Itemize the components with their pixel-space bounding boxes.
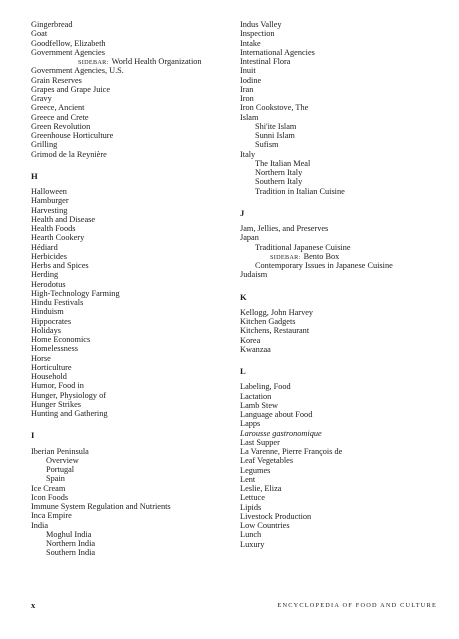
running-title: ENCYCLOPEDIA OF FOOD AND CULTURE — [277, 602, 437, 609]
index-entry: Green Revolution — [31, 121, 91, 131]
index-entry: Lamb Stew — [240, 400, 279, 410]
page-number: x — [31, 600, 36, 610]
index-entry: Gingerbread — [31, 20, 73, 29]
index-entry: Indus Valley — [240, 20, 282, 29]
sub-entry: The Italian Meal — [255, 158, 311, 168]
index-entry: Inca Empire — [31, 511, 72, 521]
index-entry: Herbicides — [31, 251, 67, 261]
section-gap — [31, 159, 221, 172]
index-entry: Luxury — [240, 539, 265, 549]
index-entry: Horse — [31, 353, 51, 363]
index-entry: Lent — [240, 474, 256, 484]
index-entry: Immune System Regulation and Nutrients — [31, 502, 171, 511]
index-entry: Hinduism — [31, 307, 64, 317]
sub-entry: Overview — [46, 455, 79, 465]
section-heading: L — [240, 366, 246, 376]
index-entry: Last Supper — [240, 437, 280, 447]
index-entry: Government Agencies — [31, 47, 105, 57]
index-entry: Inuit — [240, 66, 256, 76]
index-entry: Herbs and Spices — [31, 261, 89, 270]
sub-entry: Tradition in Italian Cuisine — [255, 186, 345, 196]
sidebar-entry — [240, 252, 445, 261]
index-entry: Hédiard — [31, 242, 58, 252]
index-entry: Herding — [31, 270, 59, 280]
index-entry: Hunger, Physiology of — [31, 390, 107, 400]
sub-entry: Contemporary Issues in Japanese Cuisine — [255, 261, 393, 270]
sub-entry: Southern Italy — [255, 177, 303, 187]
index-entry: Grapes and Grape Juice — [31, 84, 111, 94]
sub-entry: Shi'ite Islam — [255, 121, 297, 131]
index-entry: Intestinal Flora — [240, 57, 291, 66]
index-entry: Labeling, Food — [240, 382, 291, 392]
index-entry: Greenhouse Horticulture — [31, 131, 114, 140]
index-entry: Ice Cream — [31, 483, 66, 493]
left-column — [31, 20, 221, 558]
entry-title-italic: Larousse gastronomique — [240, 428, 322, 438]
sidebar-entry — [31, 57, 221, 66]
sidebar-title: World Health Organization — [111, 57, 202, 66]
sub-entry: Southern India — [46, 548, 96, 558]
index-entry: Livestock Production — [240, 511, 312, 521]
index-entry: Iron — [240, 94, 254, 103]
index-entry: Lettuce — [240, 493, 265, 503]
index-entry: Health and Disease — [31, 214, 96, 224]
index-entry: Italy — [240, 149, 256, 159]
index-entry: Legumes — [240, 465, 271, 475]
section-gap — [31, 418, 221, 431]
index-entry: Home Economics — [31, 335, 91, 344]
index-entry: Grimod de la Reynière — [31, 149, 107, 159]
index-entry: Icon Foods — [31, 492, 69, 502]
section-gap — [240, 280, 445, 293]
index-entry: Hunger Strikes — [31, 399, 82, 409]
index-entry: Inspection — [240, 29, 275, 39]
sub-entry: Sunni Islam — [255, 131, 295, 140]
index-entry: Jam, Jellies, and Preserves — [240, 224, 329, 233]
sub-entry: Northern Italy — [255, 168, 303, 177]
section-gap — [240, 354, 445, 367]
index-entry: Lunch — [240, 530, 262, 540]
index-entry: Islam — [240, 112, 259, 122]
index-entry: Horticulture — [31, 362, 72, 372]
index-entry: Gravy — [31, 94, 52, 103]
index-entry: Halloween — [31, 187, 67, 196]
index-entry: Kitchens, Restaurant — [240, 326, 310, 336]
index-entry: Kitchen Gadgets — [240, 317, 296, 326]
index-entry: Kwanzaa — [240, 344, 271, 354]
index-entry: Herodotus — [31, 279, 66, 289]
index-entry: Hunting and Gathering — [31, 409, 108, 418]
index-entry: Goat — [31, 29, 48, 39]
index-entry: Leslie, Eliza — [240, 484, 282, 493]
index-entry: Government Agencies, U.S. — [31, 66, 124, 76]
sub-entry: Sufism — [255, 140, 279, 150]
sub-entry: Portugal — [46, 465, 75, 474]
section-heading: K — [240, 291, 247, 302]
index-entry: Hippocrates — [31, 316, 72, 326]
index-entry: Lapps — [240, 419, 261, 429]
index-entry: Humor, Food in — [31, 381, 84, 391]
index-entry: Iberian Peninsula — [31, 446, 89, 456]
index-entry: Grain Reserves — [31, 75, 82, 85]
index-entry: Harvesting — [31, 205, 68, 215]
index-entry: Language about Food — [240, 410, 313, 419]
index-entry: High-Technology Farming — [31, 288, 120, 298]
right-column — [240, 20, 445, 549]
index-entry: Judaism — [240, 270, 268, 280]
sub-entry: Traditional Japanese Cuisine — [255, 242, 351, 252]
index-entry: Homelessness — [31, 344, 79, 354]
index-entry: Kellogg, John Harvey — [240, 307, 314, 317]
index-entry: Health Foods — [31, 224, 76, 233]
index-entry: Lipids — [240, 502, 262, 512]
index-entry: Holidays — [31, 325, 61, 335]
sub-entry: Spain — [46, 474, 65, 484]
index-entry: Iodine — [240, 75, 262, 85]
sub-entry: Moghul India — [46, 529, 92, 539]
section-heading: I — [31, 430, 35, 441]
sidebar-tag: SIDEBAR: — [270, 253, 301, 261]
sidebar-tag: SIDEBAR: — [78, 59, 109, 66]
index-entry: International Agencies — [240, 47, 315, 57]
index-entry: Greece and Crete — [31, 112, 89, 122]
index-entry: Household — [31, 372, 67, 381]
index-entry: Greece, Ancient — [31, 103, 85, 113]
index-entry: Grilling — [31, 140, 58, 150]
sidebar-title: Bento Box — [303, 251, 340, 261]
index-entry: Lactation — [240, 391, 272, 401]
index-entry: India — [31, 520, 49, 530]
index-entry: La Varenne, Pierre François de — [240, 447, 343, 456]
index-entry: Goodfellow, Elizabeth — [31, 38, 106, 48]
index-entry: Hindu Festivals — [31, 298, 84, 307]
index-entry: Iran — [240, 84, 254, 94]
index-entry: Leaf Vegetables — [240, 456, 294, 466]
index-entry: Japan — [240, 233, 259, 243]
index-entry: Hamburger — [31, 196, 69, 206]
index-entry: Hearth Cookery — [31, 233, 85, 243]
section-heading: H — [31, 170, 38, 181]
index-entry: Korea — [240, 335, 261, 345]
sub-entry: Northern India — [46, 539, 96, 548]
section-heading: J — [240, 207, 245, 218]
index-entry: Iron Cookstove, The — [240, 103, 309, 113]
index-entry: Intake — [240, 38, 261, 48]
index-entry: Low Countries — [240, 521, 290, 530]
section-gap — [240, 196, 445, 209]
